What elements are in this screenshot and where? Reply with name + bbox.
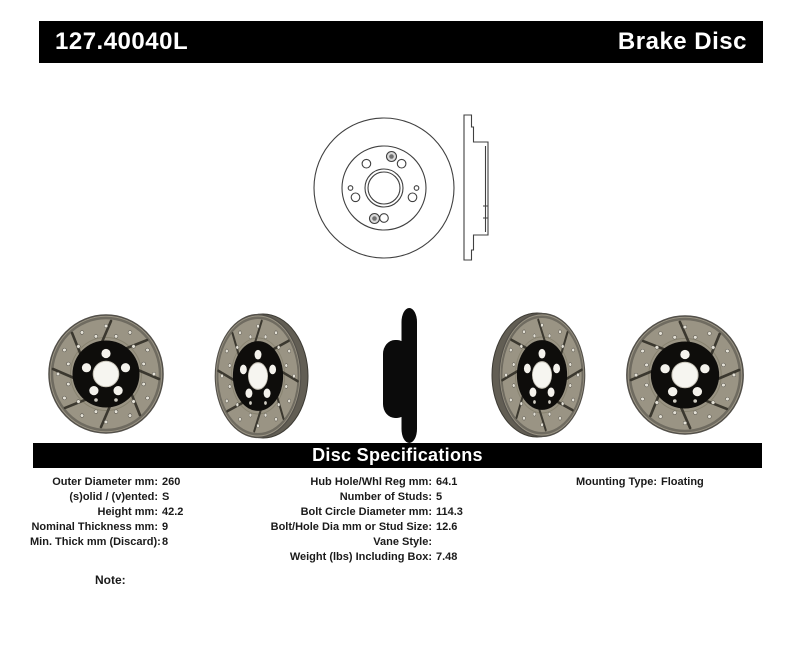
spec-value: 42.2 bbox=[162, 505, 184, 518]
spec-value: 7.48 bbox=[436, 550, 458, 563]
spec-column-1 bbox=[30, 475, 270, 550]
rotor-photo-angled-right bbox=[492, 313, 585, 437]
brake-disc-side-profile-line-drawing bbox=[464, 115, 488, 260]
spec-section-title: Disc Specifications bbox=[312, 445, 483, 465]
rotor-photo-angled-left bbox=[215, 314, 308, 438]
spec-label: Height mm: bbox=[97, 505, 158, 518]
spec-column-3 bbox=[560, 475, 770, 490]
spec-label: (s)olid / (v)ented: bbox=[69, 490, 158, 503]
title-bar bbox=[39, 21, 763, 63]
spec-row-vane-style bbox=[269, 535, 519, 550]
set-screw-hole-top bbox=[387, 152, 397, 162]
spec-row-height bbox=[30, 505, 270, 520]
spec-row-number-of-studs bbox=[269, 490, 519, 505]
spec-value: S bbox=[162, 490, 170, 503]
product-photos-row bbox=[0, 300, 800, 450]
brake-disc-front-line-drawing bbox=[314, 118, 454, 258]
spec-label: Min. Thick mm (Discard): bbox=[30, 535, 161, 548]
spec-label: Nominal Thickness mm: bbox=[31, 520, 158, 533]
note-label: Note: bbox=[95, 573, 126, 587]
spec-row-outer-diameter bbox=[30, 475, 270, 490]
spec-label: Bolt Circle Diameter mm: bbox=[300, 505, 432, 518]
spec-value: 5 bbox=[436, 490, 443, 503]
spec-row-mounting-type bbox=[560, 475, 770, 490]
spec-column-2 bbox=[269, 475, 519, 564]
spec-label: Mounting Type: bbox=[575, 476, 657, 488]
rotor-photo-front-right bbox=[627, 316, 743, 434]
spec-value: 260 bbox=[162, 476, 181, 488]
spec-value: 12.6 bbox=[436, 520, 458, 533]
spec-section-header bbox=[33, 443, 762, 468]
spec-row-weight bbox=[269, 550, 519, 565]
technical-drawing bbox=[298, 93, 502, 273]
rotor-side-silhouette bbox=[383, 308, 417, 443]
spec-row-hub-hole bbox=[269, 475, 519, 490]
spec-label: Outer Diameter mm: bbox=[52, 476, 158, 488]
spec-row-solid-vented bbox=[30, 490, 270, 505]
spec-value: 114.3 bbox=[436, 505, 463, 518]
rotor-photo-front-left bbox=[49, 315, 163, 433]
set-screw-hole-bottom bbox=[370, 214, 380, 224]
spec-row-bolt-circle bbox=[269, 505, 519, 520]
spec-label: Vane Style: bbox=[373, 535, 432, 548]
spec-label: Bolt/Hole Dia mm or Stud Size: bbox=[270, 520, 432, 533]
spec-label: Hub Hole/Whl Reg mm: bbox=[310, 476, 432, 488]
spec-value: 8 bbox=[162, 535, 169, 548]
spec-row-min-thickness bbox=[30, 535, 270, 550]
product-type-label: Brake Disc bbox=[617, 28, 747, 55]
spec-value: Floating bbox=[661, 476, 704, 488]
spec-label: Weight (lbs) Including Box: bbox=[289, 550, 432, 563]
part-number: 127.40040L bbox=[55, 28, 189, 55]
spec-value: 9 bbox=[162, 520, 169, 533]
spec-row-nominal-thickness bbox=[30, 520, 270, 535]
spec-value: 64.1 bbox=[436, 476, 458, 488]
spec-row-bolt-hole-dia bbox=[269, 520, 519, 535]
spec-label: Number of Studs: bbox=[339, 490, 432, 503]
